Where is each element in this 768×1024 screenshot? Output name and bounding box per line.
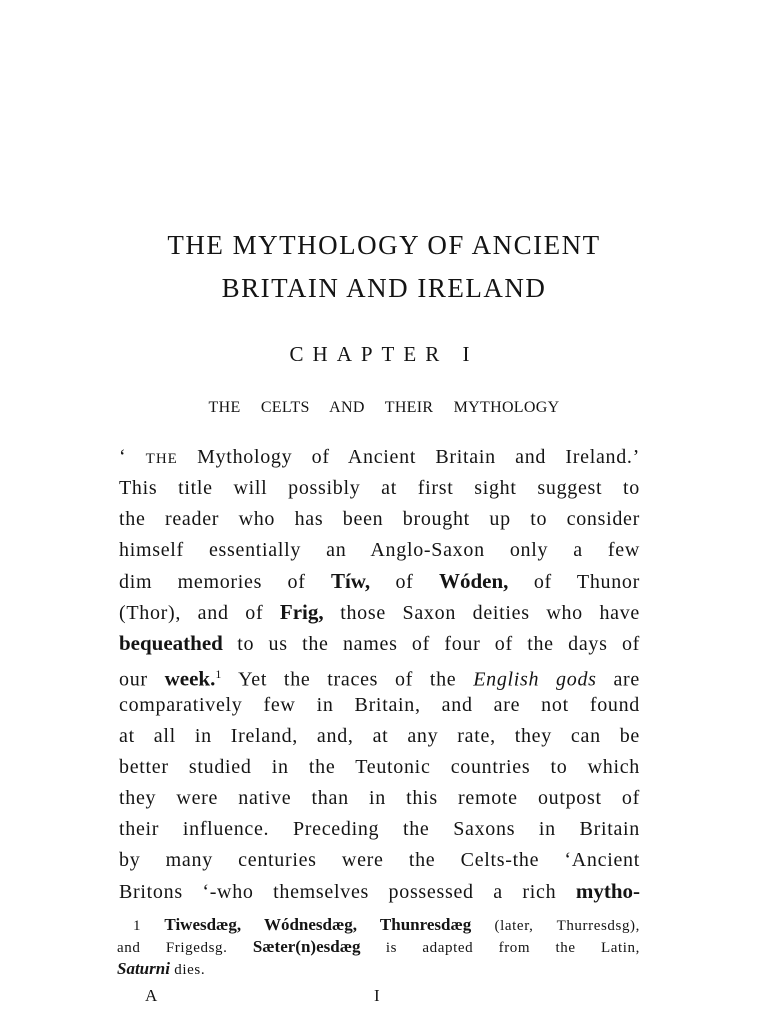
body-line: the reader who has been brought up to consider xyxy=(119,508,640,530)
body-line: himself essentially an Anglo-Saxon only a few xyxy=(119,539,640,561)
body-line: This title will possibly at first sight suggest to xyxy=(119,477,640,499)
chapter-heading: CHAPTER I xyxy=(289,342,479,366)
chapter-subtitle: THE CELTS AND THEIR MYTHOLOGY xyxy=(208,399,560,416)
body-line: ‘ THE Mythology of Ancient Britain and Ireland.’ xyxy=(119,446,640,468)
book-title-line-1: THE MYTHOLOGY OF ANCIENT xyxy=(167,230,601,260)
footnote-line: 1 Tiwesdæg, Wódnesdæg, Thunresdæg (later, Thurresdsg), xyxy=(133,915,640,934)
body-line: (Thor), and of Frig, those Saxon deities who have xyxy=(119,600,641,624)
body-line: bequeathed to us the names of four of the days of xyxy=(119,631,640,655)
book-title-line-2: BRITAIN AND IRELAND xyxy=(221,273,547,303)
footnote-line: Saturni dies. xyxy=(117,959,206,978)
footnote-marker: 1 xyxy=(215,667,223,681)
footnote-line: and Frigedsg. Sæter(n)esdæg is adapted from the Latin, xyxy=(117,937,641,956)
signature-mark: A xyxy=(145,986,158,1005)
body-line: better studied in the Teutonic countries to which xyxy=(119,756,640,778)
body-line: by many centuries were the Celts-the ‘Ancient xyxy=(119,849,640,871)
body-line: Britons ‘-who themselves possessed a rich mytho- xyxy=(119,879,640,903)
signature-mark: I xyxy=(374,986,380,1005)
body-line: they were native than in this remote outpost of xyxy=(119,787,640,809)
body-line: dim memories of Tíw, of Wóden, of Thunor xyxy=(119,569,640,593)
body-line: comparatively few in Britain, and are not found xyxy=(119,694,640,716)
body-line: our week.$^1$ Yet the traces of the English gods are xyxy=(119,666,640,691)
body-line: at all in Ireland, and, at any rate, they can be xyxy=(119,725,640,747)
body-line: their influence. Preceding the Saxons in Britain xyxy=(119,818,640,840)
